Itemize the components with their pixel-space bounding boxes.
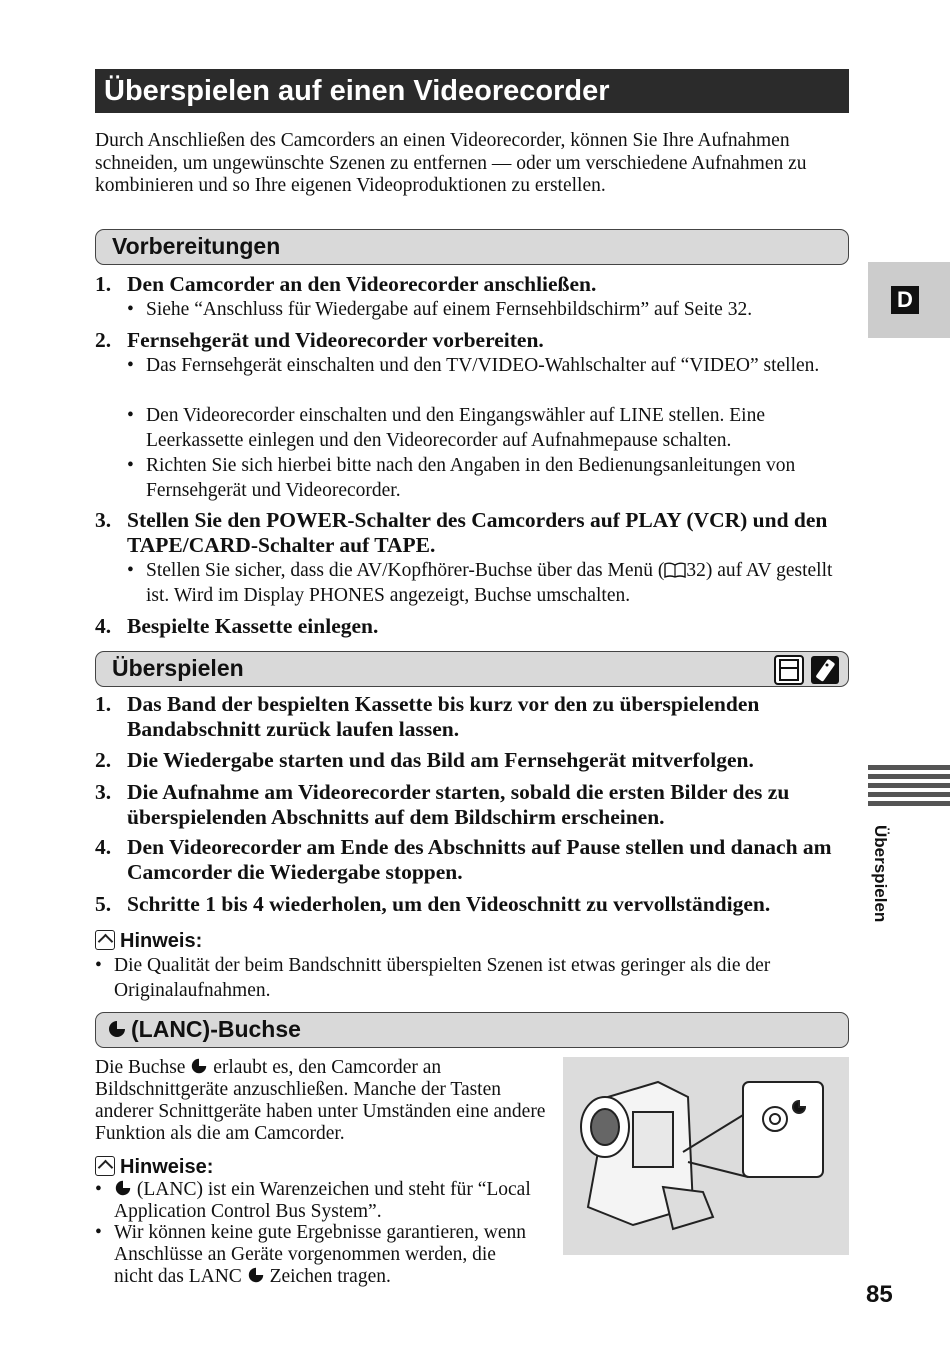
- side-section-label: Überspielen: [871, 825, 890, 923]
- notes-heading: Hinweise:: [95, 1155, 213, 1179]
- lanc-icon: [247, 1266, 265, 1284]
- lanc-icon: [190, 1057, 208, 1075]
- section-heading-ueberspielen-label: Überspielen: [112, 655, 244, 681]
- note-heading: Hinweis:: [95, 929, 202, 953]
- prep-step-1-bullet: • Siehe “Anschluss für Wiedergabe auf einem Fernsehbildschirm” auf Seite 32.: [127, 299, 753, 320]
- note-icon: [95, 1156, 115, 1176]
- dub-step-5: 5. Schritte 1 bis 4 wiederholen, um den Videoschnitt zu vervollständigen.: [95, 892, 771, 916]
- intro-paragraph: Durch Anschließen des Camcorders an einen Videorecorder, können Sie Ihre Aufnahmen schneiden, um ungewünschte Szenen zu entfernen — oder um verschiedene Aufnahmen zu kombinieren und so Ihre eigenen Videoproduktionen zu erstellen.: [95, 130, 807, 196]
- prep-step-4: 4. Bespielte Kassette einlegen.: [95, 614, 379, 638]
- dub-step-3: 3. Die Aufnahme am Videorecorder starten, sobald die ersten Bilder des zu überspielenden Abschnitts auf dem Bildschirm erscheinen.: [95, 780, 790, 829]
- section-stripes: [868, 765, 950, 810]
- prep-step-1: 1. Den Camcorder an den Videorecorder anschließen.: [95, 272, 597, 296]
- dub-step-4: 4. Den Videorecorder am Ende des Abschnitts auf Pause stellen und danach am Camcorder die Wiedergabe stoppen.: [95, 835, 832, 884]
- dub-step-2: 2. Die Wiedergabe starten und das Bild am Fernsehgerät mitverfolgen.: [95, 748, 754, 772]
- tape-mode-icon: [774, 655, 804, 685]
- page-number: 85: [866, 1281, 893, 1308]
- lanc-icon: [114, 1179, 132, 1197]
- note-icon: [95, 930, 115, 950]
- lanc-note-2: • Wir können keine gute Ergebnisse garantieren, wenn Anschlüsse an Geräte vorgenommen werden, die nicht das LANC Zeichen tragen.: [95, 1222, 527, 1287]
- note-bullet: • Die Qualität der beim Bandschnitt überspielten Szenen ist etwas geringer als die der Originalaufnahmen.: [95, 955, 771, 1001]
- section-heading-ueberspielen: [95, 651, 849, 687]
- prep-step-2: 2. Fernsehgerät und Videorecorder vorbereiten.: [95, 328, 544, 352]
- prep-step-3-bullet: • Stellen Sie sicher, dass die AV/Kopfhörer-Buchse über das Menü ( 32) auf AV gestellt ist. Wird im Display PHONES angezeigt, Buchse umschalten.: [127, 560, 833, 606]
- section-heading-vorbereitungen: Vorbereitungen: [95, 229, 849, 265]
- book-reference-icon: [664, 562, 686, 578]
- prep-step-2-bullet-1: • Das Fernsehgerät einschalten und den TV/VIDEO-Wahlschalter auf “VIDEO” stellen.: [127, 355, 820, 376]
- section-heading-lanc: (LANC)-Buchse: [95, 1012, 849, 1048]
- page-title: Überspielen auf einen Videorecorder: [95, 69, 849, 113]
- chapter-tab: [868, 262, 950, 338]
- prep-step-3: 3. Stellen Sie den POWER-Schalter des Camcorders auf PLAY (VCR) und den TAPE/CARD-Schalter auf TAPE.: [95, 508, 828, 557]
- lanc-paragraph: Die Buchse erlaubt es, den Camcorder an Bildschnittgeräte anzuschließen. Manche der Tasten anderer Schnittgeräte haben unter Umständen eine andere Funktion als die am Camcorder.: [95, 1057, 546, 1144]
- dub-step-1: 1. Das Band der bespielten Kassette bis kurz vor den zu überspielenden Bandabschnitt zurück laufen lassen.: [95, 692, 760, 741]
- camcorder-illustration: [563, 1057, 849, 1255]
- chapter-tab-letter: D: [891, 286, 919, 314]
- remote-control-icon: [810, 655, 840, 685]
- lanc-icon: [107, 1019, 127, 1039]
- prep-step-2-bullet-2: • Den Videorecorder einschalten und den Eingangswähler auf LINE stellen. Eine Leerkassette einlegen und den Videorecorder auf Aufnahmepause schalten.: [127, 405, 765, 451]
- lanc-note-1: • (LANC) ist ein Warenzeichen und steht für “Local Application Control Bus System”.: [95, 1179, 531, 1222]
- prep-step-2-bullet-3: • Richten Sie sich hierbei bitte nach den Angaben in den Bedienungsanleitungen von Fernsehgerät und Videorecorder.: [127, 455, 796, 501]
